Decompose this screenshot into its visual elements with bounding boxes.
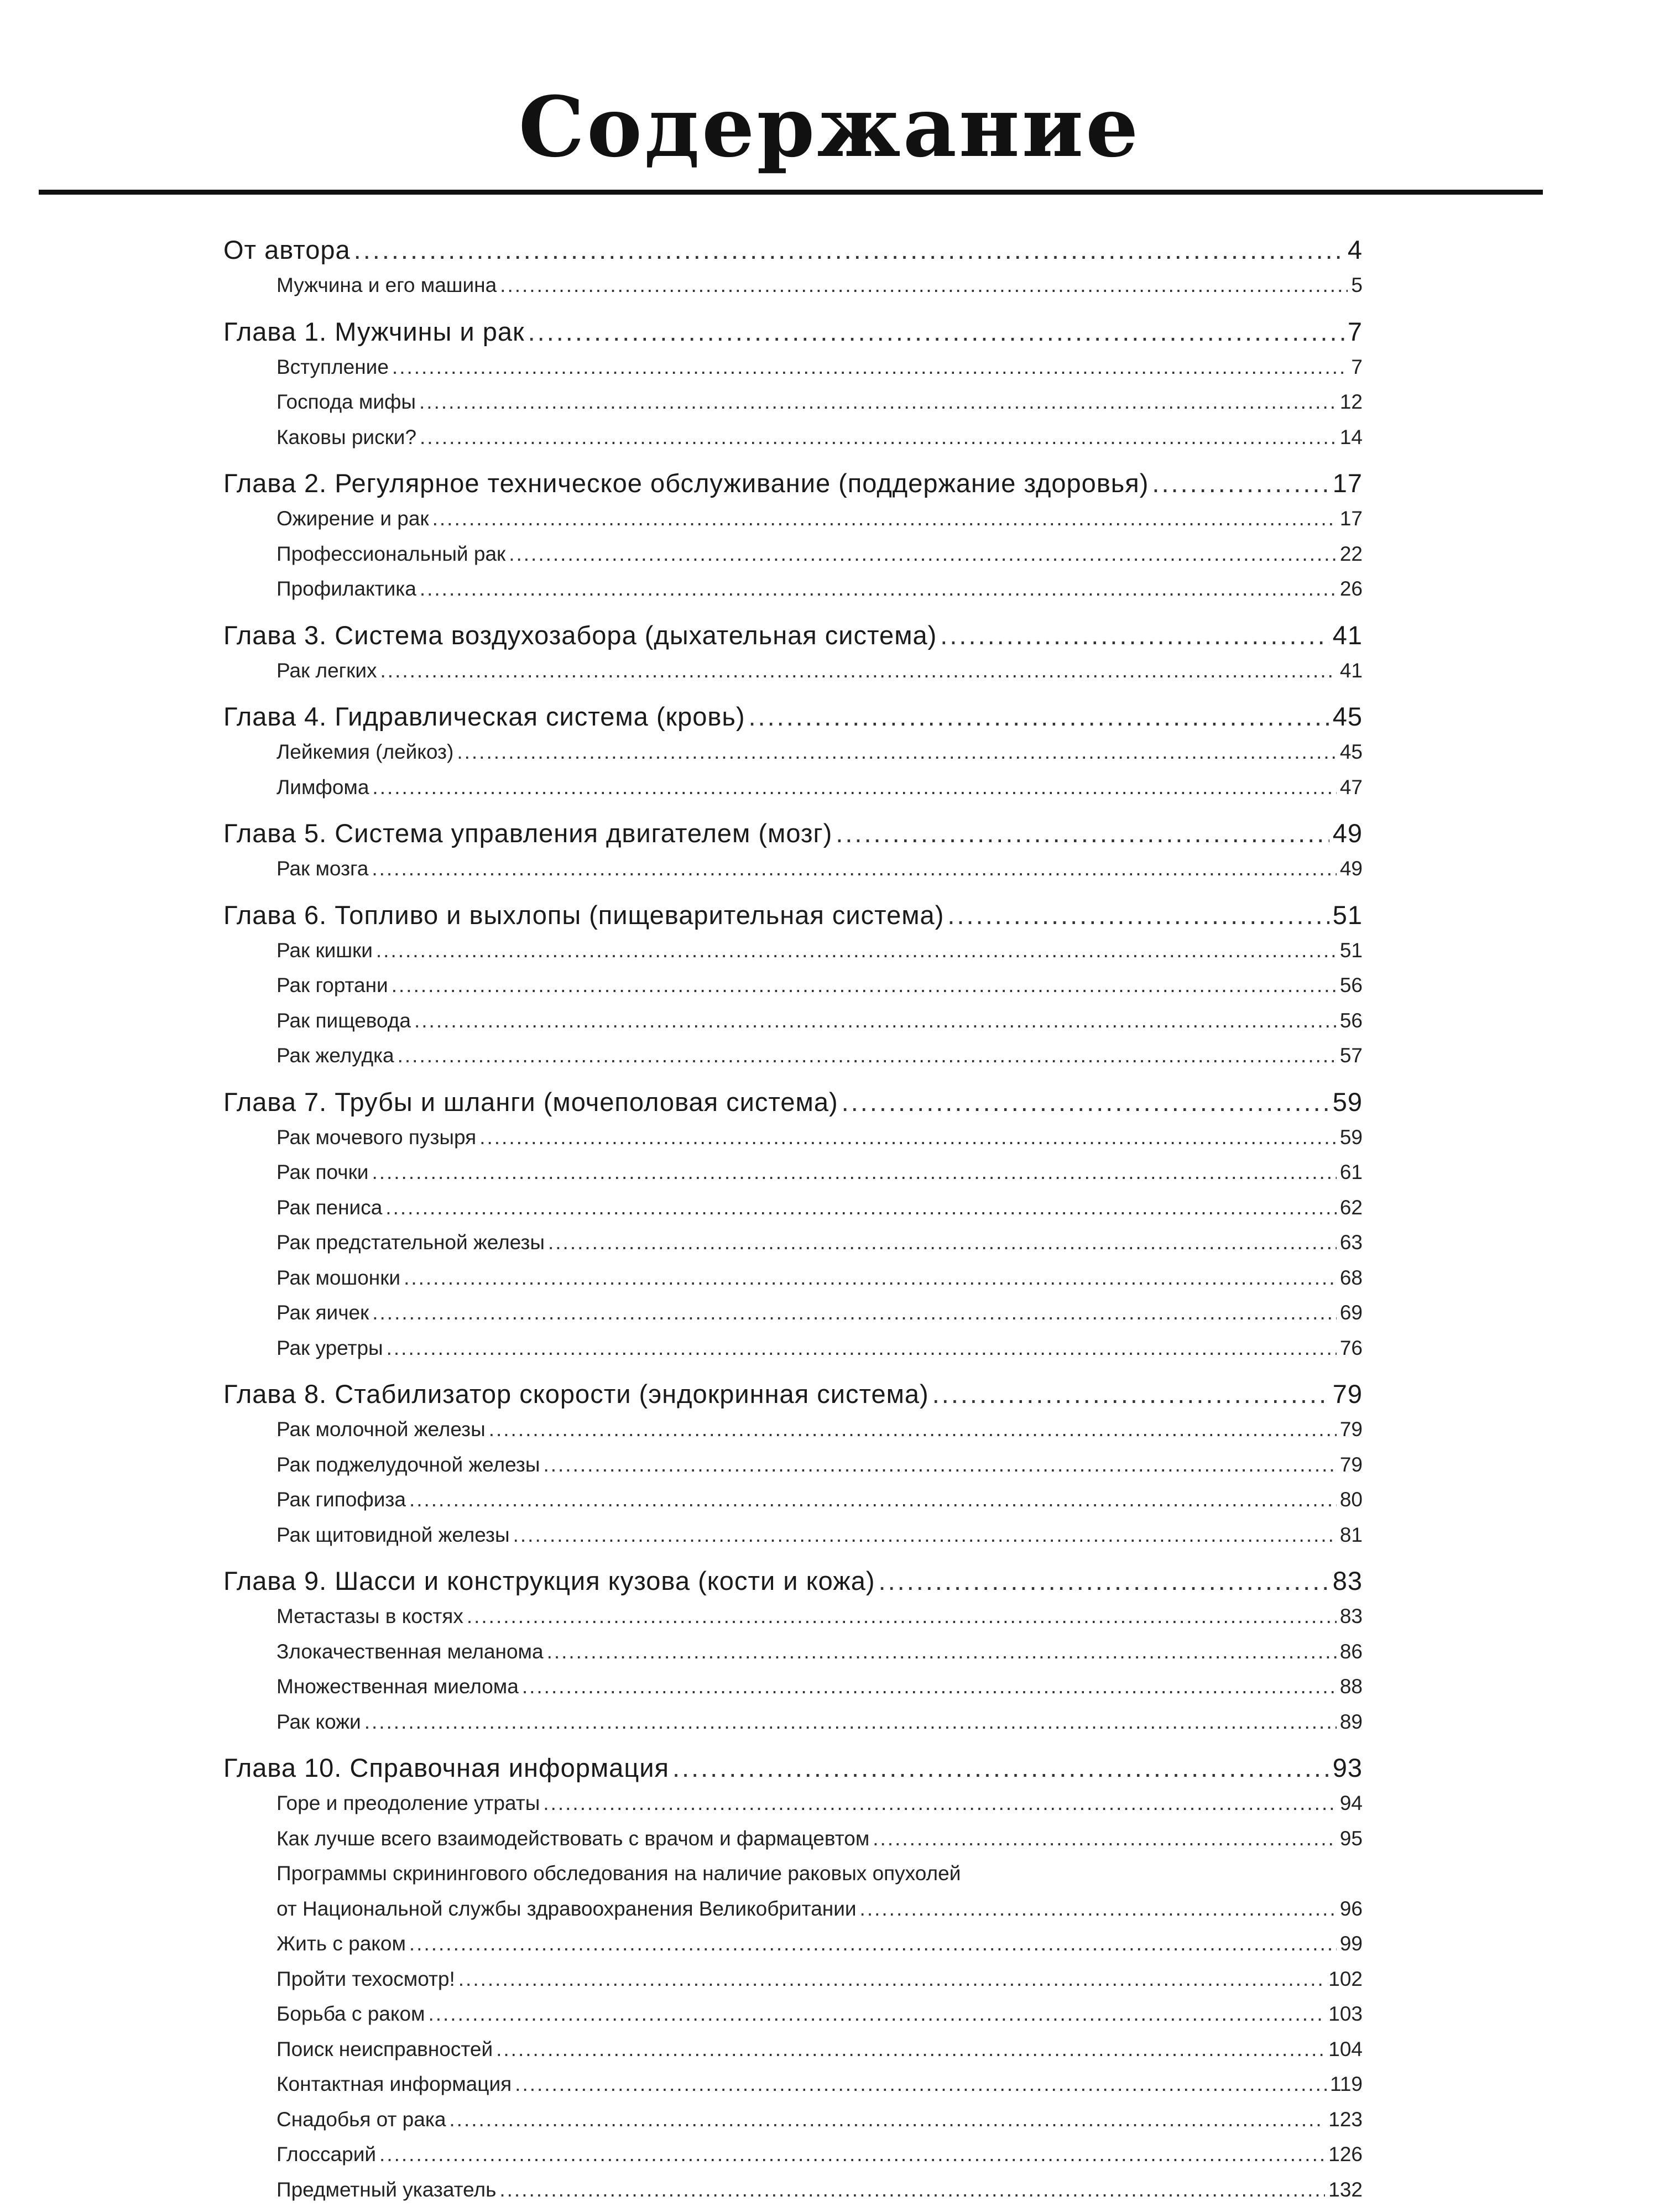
toc-entry-title: Глава 4. Гидравлическая система (кровь) [223,702,745,731]
dot-leader [548,1225,1337,1260]
toc-entry-title: Лимфома [276,775,369,799]
dot-leader [513,1517,1337,1553]
toc-entry-title: Рак пениса [276,1196,383,1219]
toc-section-entry[interactable] [223,2032,1363,2067]
toc-chapter-entry[interactable] [223,699,1363,734]
dot-leader [409,1482,1337,1517]
dot-leader [873,1821,1337,1856]
toc-entry-title: Как лучше всего взаимодействовать с врачом и фармацевтом [276,1827,870,1850]
toc-section-entry[interactable] [223,968,1363,1003]
toc-page-number: 56 [1339,974,1363,997]
dot-leader [392,968,1337,1003]
toc-chapter-entry[interactable] [223,466,1363,501]
toc-page-number: 51 [1339,938,1363,962]
toc-section-entry[interactable] [223,1331,1363,1366]
toc-entry-title: Глава 5. Система управления двигателем (мозг) [223,818,833,848]
toc-chapter-entry[interactable] [223,898,1363,933]
toc-section-entry[interactable] [223,501,1363,536]
toc-section-entry[interactable] [223,1120,1363,1155]
toc-section-entry[interactable] [223,653,1363,688]
toc-page-number: 7 [1347,316,1363,346]
toc-page-number: 123 [1328,2107,1363,2131]
toc-entry-title: Рак кожи [276,1710,361,1733]
table-of-contents [223,232,1363,2207]
toc-section-entry[interactable] [223,1926,1363,1961]
toc-section-entry[interactable] [223,1412,1363,1447]
toc-section-entry[interactable] [223,1447,1363,1483]
toc-section-entry[interactable] [223,420,1363,455]
toc-page-number: 81 [1339,1523,1363,1546]
toc-section-entry[interactable] [223,734,1363,770]
toc-page-number: 69 [1339,1301,1363,1324]
toc-entry-title: Лейкемия (лейкоз) [276,740,454,763]
toc-page-number: 68 [1339,1266,1363,1289]
toc-chapter-entry[interactable] [223,314,1363,349]
toc-page-number: 104 [1328,2037,1363,2060]
dot-leader [376,933,1337,968]
dot-leader [515,2067,1327,2102]
toc-entry-title: Рак молочной железы [276,1418,486,1441]
toc-chapter-entry[interactable] [223,816,1363,851]
toc-page-number: 132 [1328,2178,1363,2201]
toc-entry-title: Глава 2. Регулярное техническое обслуживание (поддержание здоровья) [223,468,1149,498]
toc-page-number: 12 [1339,390,1363,413]
page-title: Содержание [518,79,1141,176]
dot-leader [372,770,1336,805]
toc-page-number: 17 [1332,468,1363,498]
toc-chapter-entry[interactable] [223,1084,1363,1120]
toc-section-entry[interactable] [223,1482,1363,1517]
toc-entry-title: Рак кишки [276,938,373,962]
toc-section-entry[interactable] [223,1821,1363,1856]
toc-page-number: 47 [1339,775,1363,799]
dot-leader [860,1891,1337,1927]
toc-section-entry[interactable] [223,1669,1363,1704]
toc-entry-title: Глава 7. Трубы и шланги (мочеполовая система) [223,1087,838,1117]
toc-entry-title: Вступление [276,355,389,378]
dot-leader [547,1634,1337,1670]
dot-leader [419,384,1337,420]
dot-leader [432,501,1337,536]
dot-leader [414,1003,1337,1039]
toc-entry-title: Рак щитовидной железы [276,1523,510,1546]
toc-page-number: 51 [1332,900,1363,930]
toc-chapter-entry[interactable] [223,1376,1363,1412]
toc-page-number: 86 [1339,1640,1363,1663]
dot-leader [387,1331,1337,1366]
toc-page-number: 95 [1339,1827,1363,1850]
toc-entry-title: Рак гортани [276,974,388,997]
dot-leader [543,1447,1336,1483]
dot-leader [879,1563,1329,1599]
toc-section-entry[interactable] [223,268,1363,303]
toc-section-entry[interactable] [223,1038,1363,1073]
toc-entry-title: Глава 6. Топливо и выхлопы (пищеварительная система) [223,900,945,930]
toc-entry-title: Ожирение и рак [276,507,429,530]
toc-page-number: 80 [1339,1488,1363,1511]
toc-entry-title: Поиск неисправностей [276,2037,493,2060]
toc-entry-title: Программы скринингового обследования на наличие раковых опухолей [276,1862,961,1885]
toc-page-number: 59 [1332,1087,1363,1117]
toc-page-number: 22 [1339,542,1363,565]
toc-section-entry[interactable] [223,1786,1363,1821]
toc-page-number: 102 [1328,1967,1363,1990]
toc-page-number: 45 [1332,702,1363,731]
dot-leader [672,1750,1329,1786]
dot-leader [392,349,1348,385]
toc-section-entry[interactable] [223,1704,1363,1740]
toc-entry-title: Контактная информация [276,2073,512,2095]
toc-section-entry[interactable] [223,851,1363,886]
toc-page-number: 61 [1339,1161,1363,1183]
toc-page-number: 41 [1332,620,1363,650]
toc-section-entry[interactable] [223,349,1363,385]
toc-entry-title: Глава 9. Шасси и конструкция кузова (кости и кожа) [223,1566,875,1595]
toc-section-entry[interactable] [223,1003,1363,1039]
dot-leader [522,1669,1337,1704]
dot-leader [372,1155,1336,1190]
toc-section-entry[interactable] [223,1891,1363,1927]
toc-section-entry[interactable] [223,1599,1363,1634]
toc-page-number: 126 [1328,2143,1363,2166]
toc-entry-title: Профилактика [276,577,416,600]
dot-leader [479,1120,1337,1155]
toc-section-entry[interactable] [223,1295,1363,1331]
toc-page-number: 5 [1351,274,1363,296]
toc-section-entry[interactable] [223,1190,1363,1225]
toc-entry-title: Рак пищевода [276,1009,411,1032]
toc-entry-title: Глава 10. Справочная информация [223,1753,669,1782]
dot-leader [458,1961,1325,1997]
toc-page-number: 26 [1339,577,1363,600]
toc-entry-title: Рак мошонки [276,1266,401,1289]
dot-leader [364,1704,1337,1740]
toc-page-number: 41 [1339,659,1363,682]
toc-entry-title: Предметный указатель [276,2178,497,2201]
toc-entry-title: Множественная миелома [276,1675,519,1698]
dot-leader [409,1926,1337,1961]
toc-page-number: 57 [1339,1044,1363,1067]
dot-leader [420,571,1337,607]
toc-page-number: 79 [1339,1418,1363,1441]
toc-section-entry[interactable] [223,571,1363,607]
toc-section-entry[interactable] [223,2172,1363,2208]
dot-leader [428,1996,1325,2032]
toc-entry-title: Господа мифы [276,390,416,413]
dot-leader [449,2102,1325,2137]
toc-entry-title: Рак желудка [276,1044,394,1067]
toc-page-number: 56 [1339,1009,1363,1032]
toc-page-number: 14 [1339,425,1363,448]
toc-section-entry[interactable] [223,384,1363,420]
toc-page-number: 93 [1332,1753,1363,1782]
toc-section-entry[interactable] [223,1260,1363,1296]
toc-chapter-entry[interactable] [223,232,1363,268]
dot-leader [496,2032,1325,2067]
toc-entry-title: Рак поджелудочной железы [276,1453,540,1476]
toc-entry-title: Рак почки [276,1161,369,1183]
toc-section-entry[interactable] [223,1517,1363,1553]
toc-section-entry[interactable] [223,770,1363,805]
dot-leader [385,1190,1337,1225]
toc-entry-title: Рак предстательной железы [276,1231,545,1254]
toc-entry-title: Профессиональный рак [276,542,506,565]
dot-leader [457,734,1337,770]
toc-page-number: 76 [1339,1336,1363,1359]
toc-entry-title: Злокачественная меланома [276,1640,544,1663]
dot-leader [354,232,1344,268]
toc-section-entry[interactable] [223,1856,1363,1891]
toc-entry-title: Снадобья от рака [276,2107,446,2131]
dot-leader [420,420,1337,455]
toc-entry-title: Рак уретры [276,1336,383,1359]
toc-entry-title: Борьба с раком [276,2002,425,2025]
toc-page-number: 79 [1339,1453,1363,1476]
toc-page-number: 49 [1332,818,1363,848]
toc-entry-title: Глава 1. Мужчины и рак [223,316,525,346]
toc-chapter-entry[interactable] [223,618,1363,653]
dot-leader [398,1038,1337,1073]
toc-section-entry[interactable] [223,1961,1363,1997]
toc-page-number: 119 [1330,2073,1363,2095]
dot-leader [467,1599,1337,1634]
toc-section-entry[interactable] [223,1996,1363,2032]
dot-leader [1152,466,1329,501]
dot-leader [748,699,1329,734]
toc-page-number: 7 [1351,355,1363,378]
dot-leader [489,1412,1337,1447]
toc-page-number: 89 [1339,1710,1363,1733]
toc-entry-title: от Национальной службы здравоохранения Великобритании [276,1897,857,1920]
toc-entry-title: От автора [223,235,351,264]
toc-entry-title: Пройти техосмотр! [276,1967,455,1990]
dot-leader [499,2172,1325,2208]
toc-page-number: 63 [1339,1231,1363,1254]
toc-section-entry[interactable] [223,1634,1363,1670]
toc-page-number: 49 [1339,857,1363,880]
toc-entry-title: Метастазы в костях [276,1605,463,1627]
dot-leader [372,1295,1337,1331]
dot-leader [543,1786,1337,1821]
toc-page-number: 83 [1339,1605,1363,1627]
toc-page-number: 59 [1339,1125,1363,1149]
dot-leader [379,2137,1325,2172]
toc-page-number: 96 [1339,1897,1363,1920]
toc-section-entry[interactable] [223,2067,1363,2102]
toc-section-entry[interactable] [223,2137,1363,2172]
toc-section-entry[interactable] [223,2102,1363,2137]
toc-entry-title: Жить с раком [276,1932,406,1955]
toc-page-number: 88 [1339,1675,1363,1698]
dot-leader [947,898,1329,933]
toc-chapter-entry[interactable] [223,1563,1363,1599]
dot-leader [380,653,1337,688]
toc-entry-title: Мужчина и его машина [276,274,497,296]
toc-entry-title: Рак яичек [276,1301,369,1324]
dot-leader [500,268,1348,303]
toc-page-number: 4 [1347,235,1363,264]
toc-page-number: 83 [1332,1566,1363,1595]
toc-page-number: 99 [1339,1932,1363,1955]
toc-page-number: 103 [1328,2002,1363,2025]
dot-leader [842,1084,1329,1120]
toc-page-number: 45 [1339,740,1363,763]
toc-entry-title: Горе и преодоление утраты [276,1792,540,1814]
toc-section-entry[interactable] [223,1155,1363,1190]
toc-chapter-entry[interactable] [223,1750,1363,1786]
dot-leader [509,536,1337,572]
toc-section-entry[interactable] [223,1225,1363,1260]
dot-leader [404,1260,1337,1296]
toc-entry-title: Глоссарий [276,2143,377,2166]
toc-entry-title: Глава 3. Система воздухозабора (дыхательная система) [223,620,937,650]
toc-entry-title: Глава 8. Стабилизатор скорости (эндокринная система) [223,1379,929,1408]
dot-leader [528,314,1344,349]
toc-section-entry[interactable] [223,933,1363,968]
toc-entry-title: Рак мозга [276,857,369,880]
title-divider [39,190,1543,195]
toc-page-number: 62 [1339,1196,1363,1219]
toc-entry-title: Рак мочевого пузыря [276,1125,477,1149]
toc-entry-title: Рак легких [276,659,377,682]
dot-leader [836,816,1329,851]
toc-section-entry[interactable] [223,536,1363,572]
dot-leader [372,851,1337,886]
toc-entry-title: Рак гипофиза [276,1488,406,1511]
dot-leader [940,618,1329,653]
toc-page-number: 17 [1339,507,1363,530]
toc-page-number: 79 [1332,1379,1363,1408]
toc-entry-title: Каковы риски? [276,425,417,448]
toc-page-number: 94 [1339,1792,1363,1814]
dot-leader [932,1376,1329,1412]
